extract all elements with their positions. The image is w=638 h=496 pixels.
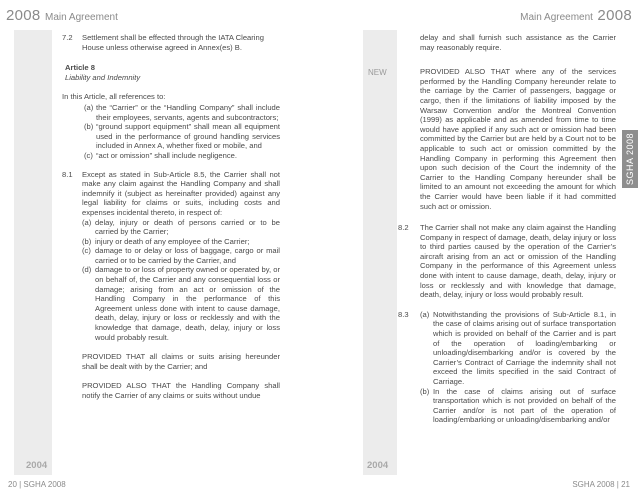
proviso-new-paragraph: PROVIDED ALSO THAT where any of the services performed by the Handling Company hereunder relate to the carriage by the Carrier of passengers, baggage or cargo, then if the limitations of liability imposed by the Warsaw Convention and/or the Montreal Convention (1999) as applicable and as amended from time to time would have applied if any such act or omission had been committed by the Carrier but are held by a Court not to be applicable to such act or omission committed by the Handling Company in performing this Agreement then upon such decision of the Court the indemnity of the Carrier to the Handling Company hereunder shall be limited to an amount not exceeding the amount for which the Carrier would have been liable if it had committed such act or omission.: [420, 67, 616, 211]
definitions-list: [62, 103, 280, 161]
definition-item: [84, 122, 280, 151]
right-header-label: Main Agreement: [520, 12, 593, 23]
item-key: (a): [420, 309, 430, 319]
side-tab: SGHA 2008: [622, 130, 638, 188]
new-marker: NEW: [368, 68, 387, 77]
left-running-header: [6, 7, 118, 25]
text-line: Settlement shall be effected through the IATA Clearing: [82, 33, 264, 42]
article-intro: In this Article, all references to:: [62, 92, 166, 102]
proviso-paragraph: PROVIDED THAT all claims or suits arising hereunder shall be dealt with by the Carrier; and: [82, 352, 280, 371]
item-text: “act or omission” shall include negligence.: [96, 150, 237, 160]
paragraph-text: The Carrier shall not make any claim against the Handling Company in respect of damage, death, delay injury or loss to third parties caused by the operation of the Carrier’s aircraft arising from an act or omission of the Handling Company in the performance of this Agreement unless done with intent to cause damage, death, delay, injury or loss or recklessly and with knowledge that damage, death, delay, injury or loss would probably result.: [420, 223, 616, 300]
continued-text: delay and shall furnish such assistance as the Carrier may reasonably require.: [420, 33, 616, 52]
proviso-paragraph: PROVIDED ALSO THAT the Handling Company shall notify the Carrier of any claims or suits without undue: [82, 381, 280, 400]
left-header-year: 2008: [6, 7, 41, 24]
article-title: Article 8: [65, 63, 95, 73]
left-page-content: [62, 33, 280, 401]
item-key: (a): [82, 217, 92, 227]
liability-items: [82, 218, 280, 343]
definition-item: [84, 103, 280, 122]
right-margin-gutter: [363, 30, 397, 475]
item-text: damage to or delay or loss of baggage, cargo or mail carried or to be carried by the Carrier, and: [95, 246, 280, 265]
paragraph-7-2: [62, 33, 280, 52]
right-page-footer: SGHA 2008 | 21: [572, 480, 630, 489]
paragraph-8-1: [62, 170, 280, 401]
left-page-footer: 20 | SGHA 2008: [8, 480, 66, 489]
paragraph-8-2: [398, 223, 616, 300]
item-text: “ground support equipment” shall mean all equipment used in the performance of ground handling services included in Annex A, whether fixed or mobile, and: [96, 122, 280, 151]
paragraph-number: 8.3: [398, 309, 409, 319]
item-text: Notwithstanding the provisions of Sub-Article 8.1, in the case of claims arising out of surface transportation which is provided on behalf of the Carrier and is part of the operation of loading/embarking or unloading/disembarking and/or is covered by the Carrier’s Contract of Carriage the indemnity shall not exceed the limits specified in the said Contract of Carriage.: [433, 309, 616, 386]
left-margin-gutter: [14, 30, 52, 475]
item-text: delay, injury or death of persons carried or to be carried by the Carrier;: [95, 217, 280, 237]
right-running-header: [520, 7, 632, 25]
text-line: House unless otherwise agreed in Annex(es) B.: [82, 42, 242, 52]
item-key: (b): [420, 386, 430, 396]
right-header-year: 2008: [597, 7, 632, 24]
list-item: [82, 265, 280, 342]
article-subtitle: Liability and Indemnity: [65, 72, 141, 82]
item-text: In the case of claims arising out of surface transportation which is not provided on behalf of the Carrier and/or is not part of the operation of loading/embarking or unloading/disembarking and/or: [433, 386, 616, 425]
item-key: (d): [82, 265, 92, 275]
right-margin-year: 2004: [367, 460, 389, 471]
item-key: (b): [84, 122, 94, 132]
item-key: (a): [84, 102, 94, 112]
list-item: [82, 237, 280, 247]
list-item: [420, 310, 616, 387]
definition-item: [84, 151, 280, 161]
paragraph-text: Except as stated in Sub-Article 8.5, the Carrier shall not make any claim against the Handling Company and shall indemnify it (subject as hereinafter provided) against any legal liability for claims or suits, including costs and expenses incidental thereto, in respect of:: [82, 169, 280, 217]
left-header-label: Main Agreement: [45, 12, 118, 23]
item-key: (c): [82, 246, 91, 256]
item-key: (b): [82, 236, 92, 246]
item-text: injury or death of any employee of the Carrier;: [95, 236, 250, 246]
list-item: [82, 218, 280, 237]
list-item: [420, 387, 616, 425]
paragraph-number: 8.2: [398, 223, 409, 233]
item-text: the “Carrier” or the “Handling Company” shall include their employees, servants, agents and subcontractors;: [96, 102, 280, 122]
item-key: (c): [84, 150, 93, 160]
paragraph-number: 7.2: [62, 33, 73, 42]
right-page-content: [398, 33, 616, 425]
paragraph-8-3: [398, 310, 616, 425]
item-text: damage to or loss of property owned or operated by, or on behalf of, the Carrier and any consequential loss or damage; arising from an act or omission of the Handling Company in the performance of this Agreement unless done with intent to cause damage, death, delay, injury or loss or recklessly and with the knowledge that damage, death, delay, injury or loss would probably result.: [95, 265, 280, 342]
paragraph-number: 8.1: [62, 169, 73, 179]
left-margin-year: 2004: [26, 460, 48, 471]
list-item: [82, 246, 280, 265]
